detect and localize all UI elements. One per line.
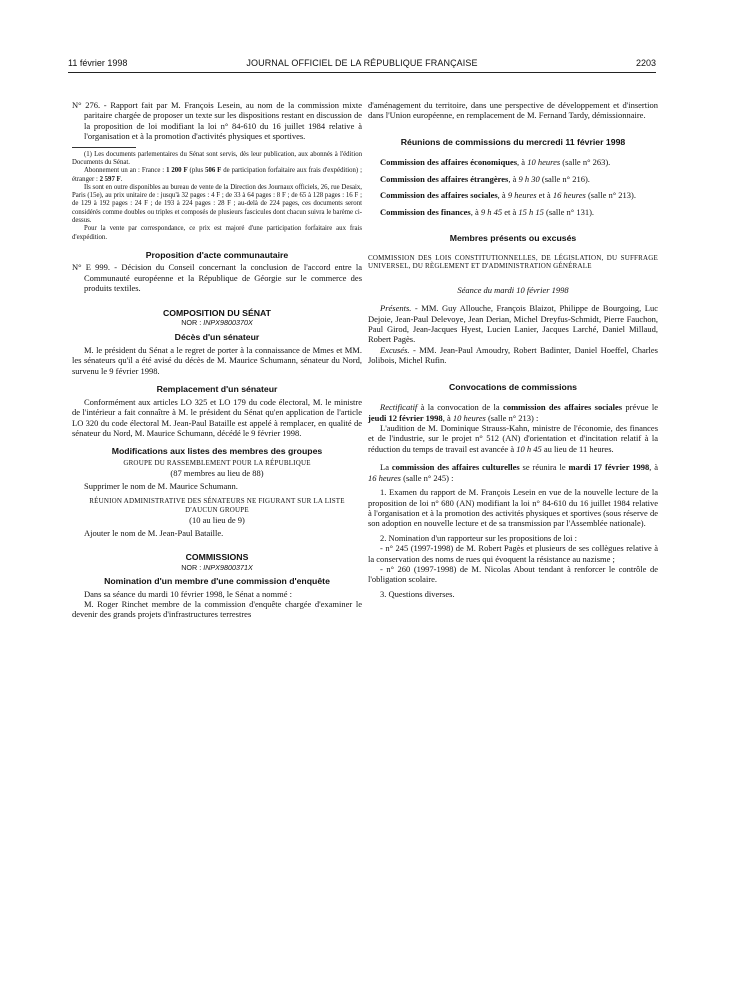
- agenda-item-1: 1. Examen du rapport de M. François Lesein en vue de la nouvelle lecture de la proposition de loi n° 680 (AN) modifiant la loi n° 84-610 du 16 juillet 1984 relative à l'organisation et à la promotion des activités physiques et sportives (sous réserve de son adoption en nouvelle lecture et de sa transmission par l'Assemblée nationale).: [368, 487, 658, 529]
- header-date: 11 février 1998: [68, 58, 128, 68]
- group-ni-action: Ajouter le nom de M. Jean-Paul Bataille.: [84, 527, 224, 538]
- culturelles-convocation: La commission des affaires culturelles se réunira le mardi 17 février 1998, à 16 heures (salle n° 245) :: [368, 462, 658, 483]
- heading-nomination: Nomination d'un membre d'une commission d'enquête: [104, 575, 330, 586]
- heading-membres: Membres présents ou excusés: [449, 233, 577, 244]
- group-rpr: GROUPE DU RASSEMBLEMENT POUR LA RÉPUBLIQUE: [123, 458, 311, 467]
- footnote-4: Pour la vente par correspondance, ce prix est majoré d'une participation forfaitaire aux frais d'expédition.: [72, 225, 362, 241]
- footnote-1: (1) Les documents parlementaires du Sénat sont servis, dès leur publication, aux abonnés à l'édition Documents du Sénat.: [72, 150, 362, 166]
- commission-des-lois: COMMISSION DES LOIS CONSTITUTIONNELLES, DE LÉGISLATION, DU SUFFRAGE UNIVERSEL, DU RÈGLEMENT ET D'ADMINISTRATION GÉNÉRALE: [368, 253, 658, 271]
- footnote-3: Ils sont en outre disponibles au bureau de vente de la Direction des Journaux officiels, 26, rue Desaix, Paris (15e), au prix unitaire de : jusqu'à 32 pages : 4 F ; de 33 à 64 pages : 8 F ; de 65 à 128 pages : 16 F ; de 129 à 192 pages : 24 F ; de 193 à 224 pages : 28 F ; au-delà de 224 pages, ces documents seront considérés comme doubles ou triples et composés de plusieurs fascicules dont chacun suivra le barème ci-dessus.: [72, 183, 362, 224]
- heading-reunions: Réunions de commissions du mercredi 11 février 1998: [400, 136, 626, 147]
- nor-2: NOR : INPX9800371X: [181, 562, 253, 572]
- nomination-2: M. Roger Rinchet membre de la commission d'enquête chargée d'examiner le devenir des grands projets d'infrastructures terrestres: [72, 598, 362, 620]
- left-column: [72, 100, 362, 620]
- page-number: 2203: [635, 58, 656, 68]
- agenda-item-2: 2. Nomination d'un rapporteur sur les propositions de loi :: [380, 532, 578, 543]
- nor-1: NOR : INPX9800370X: [181, 318, 253, 328]
- heading-convocations: Convocations de commissions: [449, 381, 577, 392]
- heading-modifications: Modifications aux listes des membres des groupes: [111, 446, 323, 457]
- page-header: [68, 58, 656, 72]
- group-rpr-action: Supprimer le nom de M. Maurice Schumann.: [84, 480, 238, 491]
- group-ni: RÉUNION ADMINISTRATIVE DES SÉNATEURS NE FIGURANT SUR LA LISTE D'AUCUN GROUPE: [89, 497, 345, 514]
- audition-text: L'audition de M. Dominique Strauss-Kahn, ministre de l'économie, des finances et de l'industrie, sur le projet n° 512 (AN) d'orientation et d'incitation relatif à la réduction du temps de travail est avancée à 10 h 45 au lieu de 11 heures.: [368, 423, 658, 454]
- journal-title: JOURNAL OFFICIEL DE LA RÉPUBLIQUE FRANÇAISE: [246, 58, 478, 68]
- agenda-item-3: 3. Questions diverses.: [380, 588, 455, 599]
- nomination-1: Dans sa séance du mardi 10 février 1998, le Sénat a nommé :: [84, 588, 292, 599]
- header-rule: [68, 72, 656, 73]
- agenda-item-2b: - n° 260 (1997-1998) de M. Nicolas About tendant à renforcer le contrôle de l'obligation scolaire.: [368, 563, 658, 585]
- report-276: N° 276. - Rapport fait par M. François Lesein, au nom de la commission mixte paritaire chargée de proposer un texte sur les dispositions restant en discussion de la proposition de loi modifiant la loi n° 84-610 du 16 juillet 1984 relative à l'organisation et à la promotion d'activités physiques et sportives.: [72, 100, 362, 142]
- reunion-economiques: Commission des affaires économiques, à 10 heures (salle n° 263).: [380, 157, 611, 168]
- heading-composition: COMPOSITION DU SÉNAT: [163, 307, 271, 318]
- reunion-etrangeres: Commission des affaires étrangères, à 9 h 30 (salle n° 216).: [380, 173, 590, 184]
- heading-deces: Décès d'un sénateur: [174, 332, 260, 343]
- footnote-2: Abonnement un an : France : 1 200 F (plus 506 F de participation forfaitaire aux frais d'expédition) ; étranger : 2 597 F.: [72, 167, 362, 183]
- reunion-sociales: Commission des affaires sociales, à 9 heures et à 16 heures (salle n° 213).: [380, 190, 636, 201]
- group-ni-count: (10 au lieu de 9): [189, 514, 245, 525]
- excuses-list: Excusés. - MM. Jean-Paul Amoudry, Robert Badinter, Daniel Hoeffel, Charles Jolibois, Michel Rufin.: [368, 344, 658, 366]
- deces-text: M. le président du Sénat a le regret de porter à la connaissance de Mmes et MM. les sénateurs qu'il a été avisé du décès de M. Maurice Schumann, sénateur du Nord, survenu le 9 février 1998.: [72, 344, 362, 376]
- reunion-finances: Commission des finances, à 9 h 45 et à 15 h 15 (salle n° 131).: [380, 206, 595, 217]
- group-rpr-count: (87 membres au lieu de 88): [170, 467, 264, 478]
- footnote-rule: [72, 147, 136, 148]
- right-column: [368, 100, 658, 599]
- proposition-e999: N° E 999. - Décision du Conseil concernant la conclusion de l'accord entre la Communauté européenne et la République de Géorgie sur le commerce des produits textiles.: [72, 262, 362, 294]
- presents-list: Présents. - MM. Guy Allouche, François Blaizot, Philippe de Bourgoing, Luc Dejoie, Jean-Paul Delevoye, Jean Derian, Michel Dreyfus-Schmidt, Pierre Fauchon, Paul Girod, Jean-Jacques Hyest, Lucien Lanier, Jacques Larché, Daniel Millaud, Robert Pagès.: [368, 303, 658, 345]
- rectificatif: Rectificatif à la convocation de la commission des affaires sociales prévue le jeudi 12 février 1998, à 10 heures (salle n° 213) :: [368, 402, 659, 423]
- agenda-item-2a: - n° 245 (1997-1998) de M. Robert Pagès et plusieurs de ses collègues relative à la conservation des noms de rues qui évoquent la résistance au nazisme ;: [368, 543, 658, 564]
- nomination-continuation: d'aménagement du territoire, dans une perspective de développement et d'insertion dans l'Union européenne, en remplacement de M. Fernand Tardy, démissionnaire.: [368, 100, 658, 121]
- heading-commissions: COMMISSIONS: [185, 552, 249, 563]
- remplacement-text: Conformément aux articles LO 325 et LO 179 du code électoral, M. le ministre de l'intérieur a fait connaître à M. le président du Sénat qu'en application de l'article LO 320 du code électoral M. Jean-Paul Bataille est appelé à remplacer, en qualité de sénateur du Nord, M. Maurice Schumann, décédé le 9 février 1998.: [72, 396, 362, 438]
- heading-remplacement: Remplacement d'un sénateur: [156, 384, 278, 395]
- heading-proposition: Proposition d'acte communautaire: [145, 249, 289, 260]
- seance-date: Séance du mardi 10 février 1998: [457, 284, 569, 295]
